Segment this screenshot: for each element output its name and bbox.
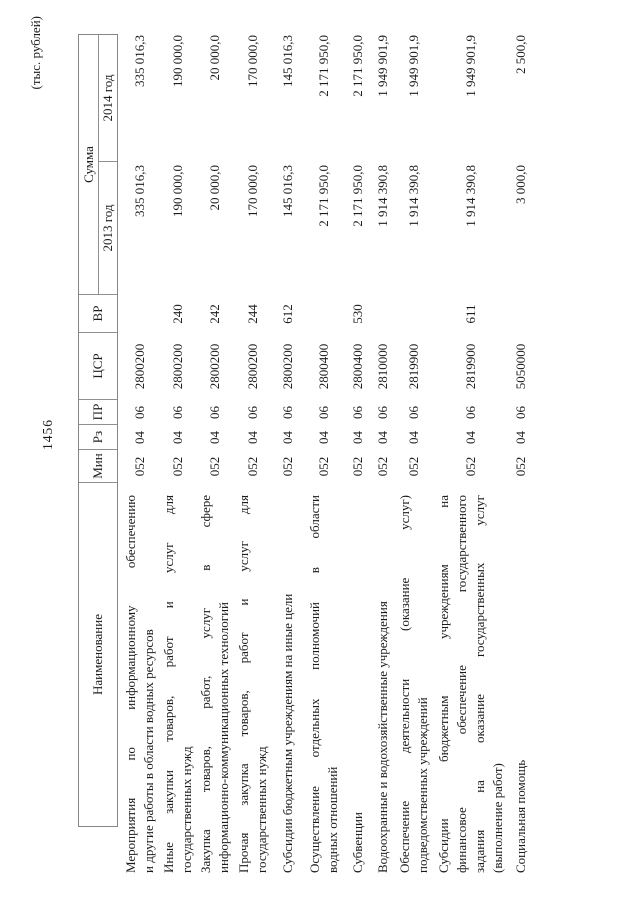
column-header-2014: 2014 год [100,74,115,122]
row-sum-2013: 1 914 390,8 [374,165,390,227]
row-pr: 06 [349,406,365,419]
row-name [122,495,158,873]
row-name-line: и другие работы в области водных ресурсов [141,629,156,873]
row-sum-2013: 2 171 950,0 [349,165,365,227]
row-sum-2014: 1 949 901,9 [374,35,390,97]
table-header [78,34,118,827]
row-name-line: финансовое обеспечение государственного [453,495,469,873]
row-name [160,495,196,873]
row-csr: 2819900 [405,343,421,390]
row-csr: 5050000 [513,343,528,390]
row-rz: 04 [513,431,528,444]
row-sum-2013: 145 016,3 [280,165,295,217]
table-row [272,34,304,873]
row-min: 052 [349,456,365,477]
row-rz: 04 [280,431,295,444]
row-name-line: Водоохранные и водохозяйственные учреждения [374,601,390,873]
row-min: 052 [280,456,295,477]
row-name-line: государственных нужд [254,746,269,873]
row-name-line: Мероприятия по информационному обеспечению [123,495,138,873]
row-sum-2014: 335 016,3 [132,35,147,87]
row-rz: 04 [462,431,478,444]
row-name-line: Социальная помощь [513,759,528,873]
row-sum-2013: 335 016,3 [132,165,147,217]
row-name-line: Субвенции [349,812,365,873]
row-sum-2013: 3 000,0 [513,165,528,204]
table-row [433,34,508,873]
row-sum-2014: 145 016,3 [280,35,295,87]
page-number: 1456 [40,419,55,450]
table-row [371,34,394,873]
row-sum-2014: 1 949 901,9 [405,35,421,97]
table-row [196,34,234,873]
row-name-line: Обеспечение деятельности (оказание услуг) [396,495,412,873]
row-vr: 244 [245,304,260,324]
table-row [344,34,371,873]
column-header-2013: 2013 год [99,161,117,294]
table-body [118,34,534,873]
row-vr: 240 [169,304,185,324]
table-row [234,34,272,873]
row-name-line: Прочая закупка товаров, работ и услуг для [236,495,251,873]
table-row [394,34,433,873]
row-name-line: (выполнение работ) [489,763,505,873]
row-min: 052 [513,456,528,477]
table-row [159,34,196,873]
row-sum-2013: 2 171 950,0 [316,165,331,227]
row-rz: 04 [349,431,365,444]
row-name [197,495,233,873]
row-csr: 2800200 [169,343,185,390]
row-name-line: водных отношений [325,766,340,873]
row-name [512,495,530,873]
table-row [121,34,159,873]
row-pr: 06 [513,406,528,419]
row-pr: 06 [462,406,478,419]
row-sum-2013: 1 914 390,8 [462,165,478,227]
row-csr: 2800400 [349,343,365,390]
row-pr: 06 [280,406,295,419]
row-sum-2013: 20 000,0 [207,165,222,211]
row-pr: 06 [245,406,260,419]
row-name-line: Закупка товаров, работ, услуг в сфере [198,495,213,873]
column-header-name: Наименование [79,482,117,826]
column-header-pr: ПР [79,399,117,424]
row-pr: 06 [207,406,222,419]
row-name [279,495,297,873]
row-name-line: государственных нужд [178,746,194,873]
row-pr: 06 [316,406,331,419]
column-header-rz: Рз [79,424,117,449]
row-sum-2013: 170 000,0 [245,165,260,217]
row-name-line: Иные закупки товаров, работ и услуг для [160,495,176,873]
row-sum-2014: 2 171 950,0 [349,35,365,97]
row-sum-2014: 2 500,0 [513,35,528,74]
row-rz: 04 [132,431,147,444]
row-sum-2014: 190 000,0 [169,35,185,87]
row-name [306,495,342,873]
row-min: 052 [245,456,260,477]
row-min: 052 [132,456,147,477]
row-name [396,495,432,873]
column-header-years [99,35,117,294]
row-vr: 612 [280,304,295,324]
row-name [235,495,271,873]
table-row [304,34,344,873]
row-name [349,495,367,873]
row-vr: 242 [207,304,222,324]
row-sum-2014: 170 000,0 [245,35,260,87]
row-name-line: Субсидии бюджетным учреждениям на [435,495,451,873]
row-pr: 06 [374,406,390,419]
row-sum-2013: 1 914 390,8 [405,165,421,227]
row-csr: 2800200 [207,343,222,390]
row-name-line: задания на оказание государственных услуг [471,495,487,873]
row-rz: 04 [316,431,331,444]
row-rz: 04 [374,431,390,444]
row-vr: 530 [349,304,365,324]
row-min: 052 [462,456,478,477]
row-min: 052 [405,456,421,477]
row-csr: 2800200 [132,343,147,390]
column-header-sum-group [79,35,117,294]
row-sum-2014: 2 171 950,0 [316,35,331,97]
row-min: 052 [374,456,390,477]
column-header-csr: ЦСР [79,332,117,399]
column-header-min: Мин [79,449,117,482]
row-vr: 611 [462,304,478,324]
column-header-vr: ВР [79,294,117,332]
row-min: 052 [169,456,185,477]
row-name [435,495,507,873]
row-csr: 2800200 [280,343,295,390]
row-sum-2014: 1 949 901,9 [462,35,478,97]
row-pr: 06 [405,406,421,419]
row-sum-2014: 20 000,0 [207,35,222,81]
row-rz: 04 [405,431,421,444]
row-min: 052 [316,456,331,477]
row-csr: 2800400 [316,343,331,390]
units-note: (тыс. рублей) [28,16,43,90]
row-rz: 04 [245,431,260,444]
row-pr: 06 [132,406,147,419]
row-csr: 2819900 [462,343,478,390]
row-name-line: Осуществление отдельных полномочий в области [307,495,322,873]
row-rz: 04 [207,431,222,444]
table-row [508,34,534,873]
row-name-line: информационно-коммуникационных технологий [216,602,231,873]
row-min: 052 [207,456,222,477]
row-name-line: Субсидии бюджетным учреждениям на иные цели [280,593,295,873]
row-name-line: подведомственных учреждений [414,697,430,873]
row-csr: 2810000 [374,343,390,390]
row-sum-2013: 190 000,0 [169,165,185,217]
row-pr: 06 [169,406,185,419]
row-rz: 04 [169,431,185,444]
column-header-sum: Сумма [79,35,99,294]
row-name [374,495,392,873]
row-csr: 2800200 [245,343,260,390]
